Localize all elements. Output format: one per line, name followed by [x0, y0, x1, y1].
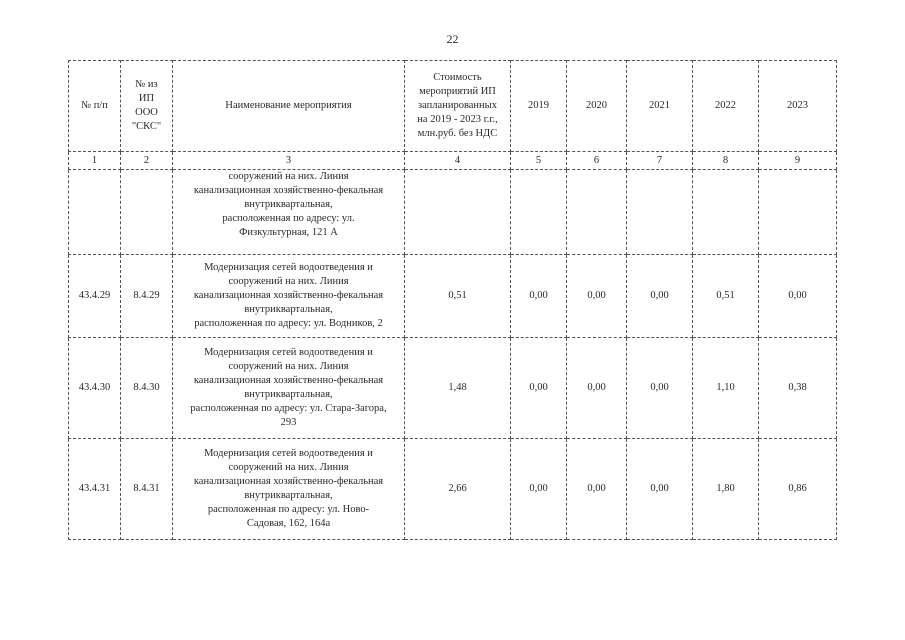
- cell-name: Модернизация сетей водоотведения и сооружений на них. Линия канализационная хозяйственно-фекальная внутриквартальная, расположенная по адресу: ул. Водников, 2: [173, 255, 405, 338]
- cell-2023: 0,38: [759, 338, 837, 439]
- cell-2019: 0,00: [511, 338, 567, 439]
- column-number: 6: [567, 152, 627, 170]
- cell-2022: [693, 170, 759, 255]
- header-2020: 2020: [567, 61, 627, 152]
- cell-cost: 2,66: [405, 439, 511, 540]
- cell-2021: 0,00: [627, 439, 693, 540]
- cell-name: сооружений на них. Линия канализационная хозяйственно-фекальная внутриквартальная, расположенная по адресу: ул. Физкультурная, 121 А: [173, 170, 405, 255]
- column-number: 5: [511, 152, 567, 170]
- column-number: 7: [627, 152, 693, 170]
- header-name: Наименование мероприятия: [173, 61, 405, 152]
- table-row: [69, 439, 837, 540]
- page-number: 22: [446, 32, 459, 46]
- cell-2020: [567, 170, 627, 255]
- cell-ip-num: 8.4.31: [121, 439, 173, 540]
- cell-2021: [627, 170, 693, 255]
- cell-cost: [405, 170, 511, 255]
- cell-num: 43.4.31: [69, 439, 121, 540]
- cell-ip-num: [121, 170, 173, 255]
- cell-2020: 0,00: [567, 255, 627, 338]
- cell-cost: 0,51: [405, 255, 511, 338]
- column-number: 3: [173, 152, 405, 170]
- cell-2022: 0,51: [693, 255, 759, 338]
- header-2023: 2023: [759, 61, 837, 152]
- cell-2020: 0,00: [567, 338, 627, 439]
- cell-2019: 0,00: [511, 255, 567, 338]
- header-ip-num: № из ИП ООО "СКС": [121, 61, 173, 152]
- header-2019: 2019: [511, 61, 567, 152]
- table-row: [69, 255, 837, 338]
- cell-2021: 0,00: [627, 255, 693, 338]
- cell-2023: 0,00: [759, 255, 837, 338]
- cell-2020: 0,00: [567, 439, 627, 540]
- header-2022: 2022: [693, 61, 759, 152]
- cell-2022: 1,80: [693, 439, 759, 540]
- cell-2021: 0,00: [627, 338, 693, 439]
- cell-ip-num: 8.4.30: [121, 338, 173, 439]
- cell-cost: 1,48: [405, 338, 511, 439]
- column-number: 2: [121, 152, 173, 170]
- header-cost: Стоимость мероприятий ИП запланированных на 2019 - 2023 г.г., млн.руб. без НДС: [405, 61, 511, 152]
- cell-num: 43.4.29: [69, 255, 121, 338]
- column-number-row: [69, 152, 837, 170]
- investment-plan-table: [68, 60, 837, 540]
- header-num: № п/п: [69, 61, 121, 152]
- cell-num: 43.4.30: [69, 338, 121, 439]
- table-row: [69, 338, 837, 439]
- column-number: 1: [69, 152, 121, 170]
- column-number: 4: [405, 152, 511, 170]
- cell-name: Модернизация сетей водоотведения и сооружений на них. Линия канализационная хозяйственно-фекальная внутриквартальная, расположенная по адресу: ул. Стара-Загора, 293: [173, 338, 405, 439]
- header-2021: 2021: [627, 61, 693, 152]
- cell-2022: 1,10: [693, 338, 759, 439]
- cell-name: Модернизация сетей водоотведения и сооружений на них. Линия канализационная хозяйственно-фекальная внутриквартальная, расположенная по адресу: ул. Ново- Садовая, 162, 164а: [173, 439, 405, 540]
- column-number: 8: [693, 152, 759, 170]
- cell-ip-num: 8.4.29: [121, 255, 173, 338]
- cell-2023: 0,86: [759, 439, 837, 540]
- table-row-continuation: [69, 170, 837, 255]
- column-number: 9: [759, 152, 837, 170]
- cell-2019: [511, 170, 567, 255]
- cell-num: [69, 170, 121, 255]
- header-row: [69, 61, 837, 152]
- cell-2019: 0,00: [511, 439, 567, 540]
- cell-2023: [759, 170, 837, 255]
